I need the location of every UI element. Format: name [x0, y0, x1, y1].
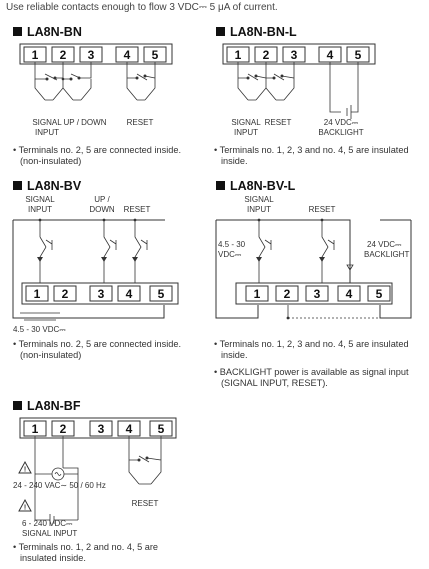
svg-text:4: 4 — [123, 48, 131, 62]
section-la8n-bf — [13, 399, 176, 563]
svg-text:5: 5 — [151, 48, 159, 62]
bullet-square — [13, 401, 22, 410]
svg-text:!: ! — [23, 466, 27, 474]
label-signal: SIGNAL — [32, 118, 62, 127]
label-24vdc: 24 VDC⎓ — [323, 118, 359, 127]
svg-text:4: 4 — [125, 287, 133, 301]
terminal-3 — [80, 47, 102, 62]
label-reset: RESET — [308, 205, 336, 214]
svg-text:2: 2 — [59, 422, 67, 436]
note-line-1: • Terminals no. 2, 5 are connected inside. — [13, 339, 182, 349]
terminal-4 — [116, 47, 138, 62]
svg-text:3: 3 — [97, 287, 105, 301]
dc-source-symbol — [20, 313, 60, 320]
wiring — [35, 62, 155, 100]
label-signal: SIGNAL — [25, 195, 55, 204]
svg-text:2: 2 — [59, 48, 67, 62]
note-line-2: inside. — [221, 350, 248, 360]
svg-text:4: 4 — [125, 422, 133, 436]
note-line-2: (non-insulated) — [20, 156, 82, 166]
svg-text:3: 3 — [97, 422, 105, 436]
terminal-1 — [227, 47, 249, 62]
label-voltage: 4.5 - 30 VDC⎓ — [13, 325, 66, 334]
terminal-2 — [54, 286, 76, 301]
terminal-3 — [283, 47, 305, 62]
label-input: INPUT — [28, 205, 52, 214]
wiring — [238, 62, 358, 119]
intro-text: Use reliable contacts enough to flow 3 VDC⎓ 5 μA of current. — [6, 2, 278, 13]
title-la8n-bn: LA8N-BN — [27, 25, 82, 39]
label-signal-input: SIGNAL INPUT — [22, 529, 78, 538]
terminal-1 — [24, 421, 46, 436]
terminal-2 — [52, 47, 74, 62]
label-signal: SIGNAL — [231, 118, 261, 127]
label-voltage-b: VDC⎓ — [218, 250, 242, 259]
label-reset: RESET — [131, 499, 159, 508]
terminal-4 — [319, 47, 341, 62]
terminal-1 — [246, 286, 268, 301]
title-la8n-bn-l: LA8N-BN-L — [230, 25, 297, 39]
label-24vdc: 24 VDC⎓ — [367, 240, 402, 249]
title-la8n-bf: LA8N-BF — [27, 399, 81, 413]
section-la8n-bn — [13, 25, 181, 166]
terminal-1 — [24, 47, 46, 62]
svg-text:1: 1 — [33, 287, 41, 301]
svg-text:1: 1 — [234, 48, 242, 62]
bullet-square — [216, 181, 225, 190]
note-line-4: (SIGNAL INPUT, RESET). — [221, 378, 328, 388]
terminal-4 — [118, 421, 140, 436]
title-la8n-bv: LA8N-BV — [27, 179, 82, 193]
terminal-3 — [90, 286, 112, 301]
label-up-down: UP / DOWN — [63, 118, 107, 127]
label-backlight: BACKLIGHT — [318, 128, 364, 137]
terminal-3 — [90, 421, 112, 436]
terminal-4 — [338, 286, 360, 301]
svg-text:2: 2 — [262, 48, 270, 62]
svg-text:4: 4 — [345, 287, 353, 301]
svg-text:3: 3 — [313, 287, 321, 301]
terminal-5 — [368, 286, 390, 301]
svg-text:3: 3 — [290, 48, 298, 62]
terminal-5 — [150, 286, 172, 301]
svg-text:1: 1 — [253, 287, 261, 301]
bullet-square — [13, 27, 22, 36]
terminal-5 — [347, 47, 369, 62]
terminal-5 — [150, 421, 172, 436]
label-voltage-a: 4.5 - 30 — [218, 240, 246, 249]
bullet-square — [13, 181, 22, 190]
note-line-3: • BACKLIGHT power is available as signal input — [214, 367, 409, 377]
title-la8n-bv-l: LA8N-BV-L — [230, 179, 296, 193]
label-ac-voltage: 24 - 240 VAC∼ 50 / 60 Hz — [13, 481, 106, 490]
terminal-4 — [118, 286, 140, 301]
note-line-1: • Terminals no. 1, 2 and no. 4, 5 are — [13, 542, 159, 552]
terminal-2 — [255, 47, 277, 62]
warning-icon — [19, 462, 31, 474]
terminal-1 — [26, 286, 48, 301]
note-line-2: inside. — [221, 156, 248, 166]
label-reset: RESET — [264, 118, 292, 127]
note-line-2: insulated inside. — [20, 553, 86, 563]
section-la8n-bn-l — [214, 25, 409, 166]
svg-text:3: 3 — [87, 48, 95, 62]
svg-text:2: 2 — [283, 287, 291, 301]
svg-text:1: 1 — [31, 48, 39, 62]
note-line-1: • Terminals no. 2, 5 are connected inside. — [13, 145, 182, 155]
wiring — [13, 219, 165, 318]
svg-text:5: 5 — [354, 48, 362, 62]
label-reset: RESET — [126, 118, 154, 127]
section-la8n-bv-l — [214, 179, 411, 388]
note-line-2: (non-insulated) — [20, 350, 82, 360]
note-line-1: • Terminals no. 1, 2, 3 and no. 4, 5 are insulated — [214, 145, 409, 155]
label-reset: RESET — [123, 205, 151, 214]
warning-icon — [19, 500, 31, 512]
terminal-2 — [52, 421, 74, 436]
section-la8n-bv — [13, 179, 181, 360]
svg-text:1: 1 — [31, 422, 39, 436]
label-input: INPUT — [35, 128, 59, 137]
label-input: INPUT — [234, 128, 258, 137]
label-dc-voltage: 6 - 240 VDC⎓ — [22, 519, 73, 528]
label-backlight: BACKLIGHT — [364, 250, 410, 259]
label-input: INPUT — [247, 205, 271, 214]
svg-text:!: ! — [23, 504, 27, 512]
label-up: UP / — [94, 195, 110, 204]
svg-text:5: 5 — [375, 287, 383, 301]
svg-text:5: 5 — [157, 422, 165, 436]
terminal-2 — [276, 286, 298, 301]
note-line-1: • Terminals no. 1, 2, 3 and no. 4, 5 are insulated — [214, 339, 409, 349]
terminal-3 — [306, 286, 328, 301]
label-signal: SIGNAL — [244, 195, 274, 204]
label-down: DOWN — [89, 205, 115, 214]
svg-text:2: 2 — [61, 287, 69, 301]
svg-text:5: 5 — [157, 287, 165, 301]
svg-text:4: 4 — [326, 48, 334, 62]
terminal-5 — [144, 47, 166, 62]
bullet-square — [216, 27, 225, 36]
